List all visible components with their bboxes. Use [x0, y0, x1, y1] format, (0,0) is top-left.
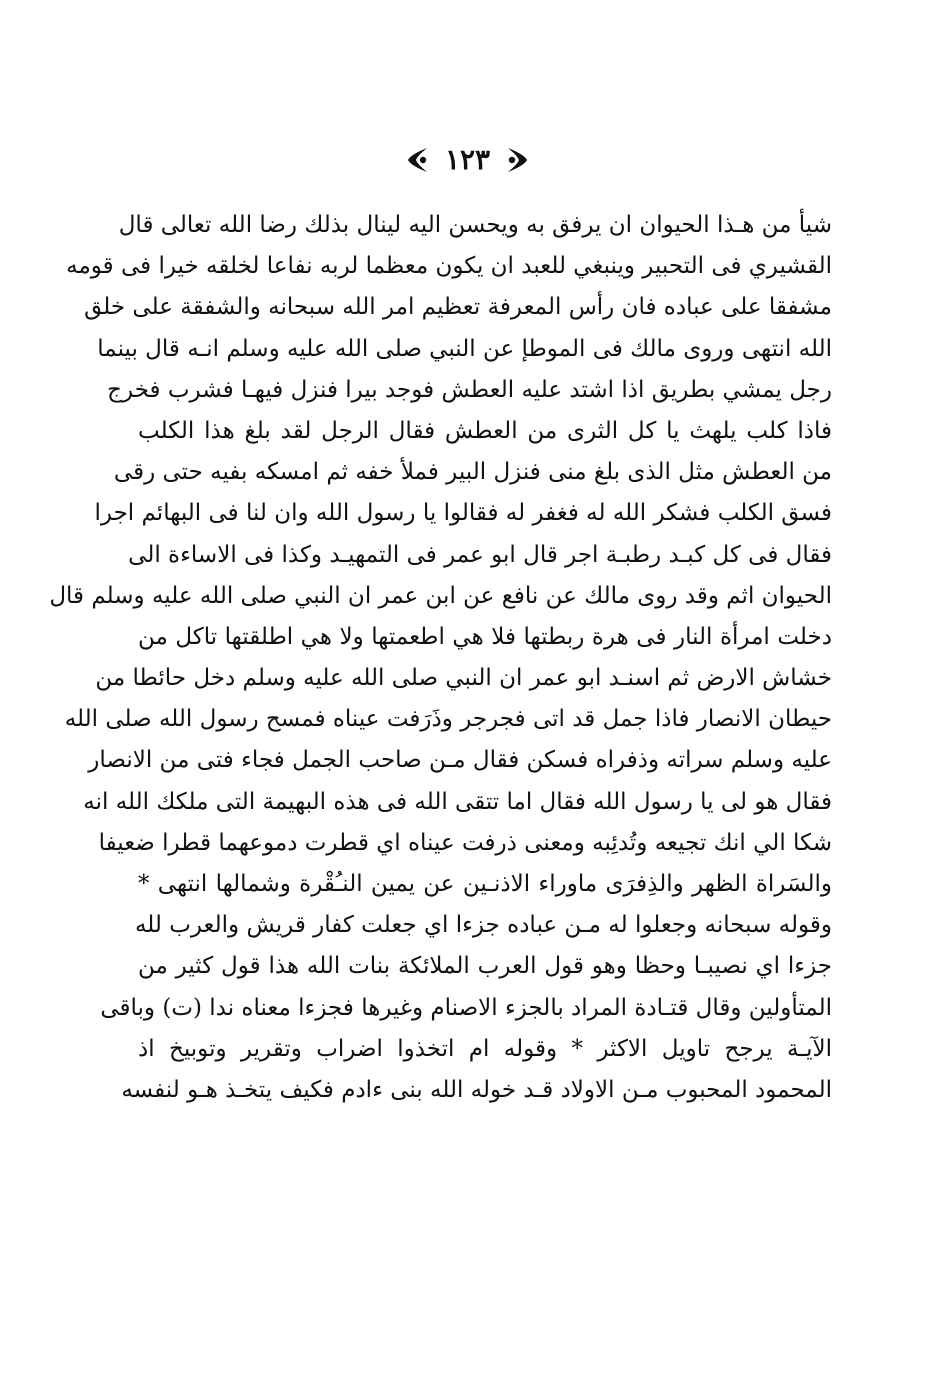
text-line: المتأولين وقال قتـادة المراد بالجزء الاصنام وغيرها فجزءا معناه ندا (ت) وباقى	[100, 994, 832, 1021]
text-line: مشفقا على عباده فان رأس المعرفة تعظيم امر الله سبحانه والشفقة على خلق	[84, 294, 832, 321]
text-line: القشيري فى التحبير وينبغي للعبد ان يكون معظما لربه نفاعا لخلقه خيرا فى قومه	[66, 253, 832, 280]
text-line: جزءا اي نصيبـا وحظا وهو قول العرب الملائكة بنات الله هذا قول كثير من	[138, 953, 832, 980]
text-line: دخلت امرأة النار فى هرة ربطتها فلا هي اطعمتها ولا هي اطلقتها تاكل من	[138, 623, 832, 650]
text-line: فقال فى كل كبـد رطبـة اجر قال ابو عمر فى التمهيـد وكذا فى الاساءة الى	[128, 541, 832, 568]
text-line: خشاش الارض ثم اسنـد ابو عمر ان النبي صلى الله عليه وسلم دخل حائطا من	[95, 665, 832, 692]
text-line: فقال هو لى يا رسول الله فقال اما تتقى الله فى هذه البهيمة التى ملكك الله انه	[83, 788, 832, 815]
text-line: شيأ من هـذا الحيوان ان يرفق به ويحسن اليه لينال بذلك رضا الله تعالى قال	[118, 212, 832, 238]
text-line: الآيـة يرجح تاويل الاكثر * وقوله ام اتخذوا اضراب وتقرير وتوبيخ اذ	[138, 1035, 832, 1062]
right-ornament-icon	[504, 145, 530, 175]
text-line: والسَراة الظهر والذِفرَى ماوراء الاذنـين عن يمين النـُقْرة وشمالها انتهى *	[138, 871, 832, 897]
text-line: من العطش مثل الذى بلغ منى فنزل البير فملأ خفه ثم امسكه بفيه حتى رقى	[113, 459, 832, 486]
text-line: فسق الكلب فشكر الله له فغفر له فقالوا يا رسول الله وان لنا فى البهائم اجرا	[94, 500, 832, 527]
left-ornament-icon	[405, 145, 431, 175]
text-line: شكا الي انك تجيعه وتُدئِبه ومعنى ذرفت عيناه اي قطرت دموعهما قطرا ضعيفا	[98, 829, 832, 856]
text-line: حيطان الانصار فاذا جمل قد اتى فجرجر وذَرَفت عيناه فمسح رسول الله صلى الله	[64, 706, 832, 733]
text-line: فاذا كلب يلهث يا كل الثرى من العطش فقال الرجل لقد بلغ هذا الكلب	[138, 417, 832, 444]
body-text	[49, 205, 832, 1111]
text-line: المحمود المحبوب مـن الاولاد قـد خوله الله بنى ءادم فكيف يتخـذ هـو لنفسه	[121, 1076, 832, 1103]
text-line: الحيوان اثم وقد روى مالك عن نافع عن ابن عمر ان النبي صلى الله عليه وسلم قال	[49, 582, 832, 609]
page-number: ١٢٣	[444, 143, 491, 176]
page-header	[0, 138, 935, 182]
text-line: عليه وسلم سراته وذفراه فسكن فقال مـن صاحب الجمل فجاء فتى من الانصار	[88, 747, 832, 774]
text-line: وقوله سبحانه وجعلوا له مـن عباده جزءا اي جعلت كفار قريش والعرب لله	[134, 912, 832, 939]
text-line: الله انتهى وروى مالك فى الموطإ عن النبي صلى الله عليه وسلم انـه قال بينما	[97, 335, 832, 362]
text-line: رجل يمشي بطريق اذا اشتد عليه العطش فوجد بيرا فنزل فيهـا فشرب فخرج	[107, 376, 832, 403]
